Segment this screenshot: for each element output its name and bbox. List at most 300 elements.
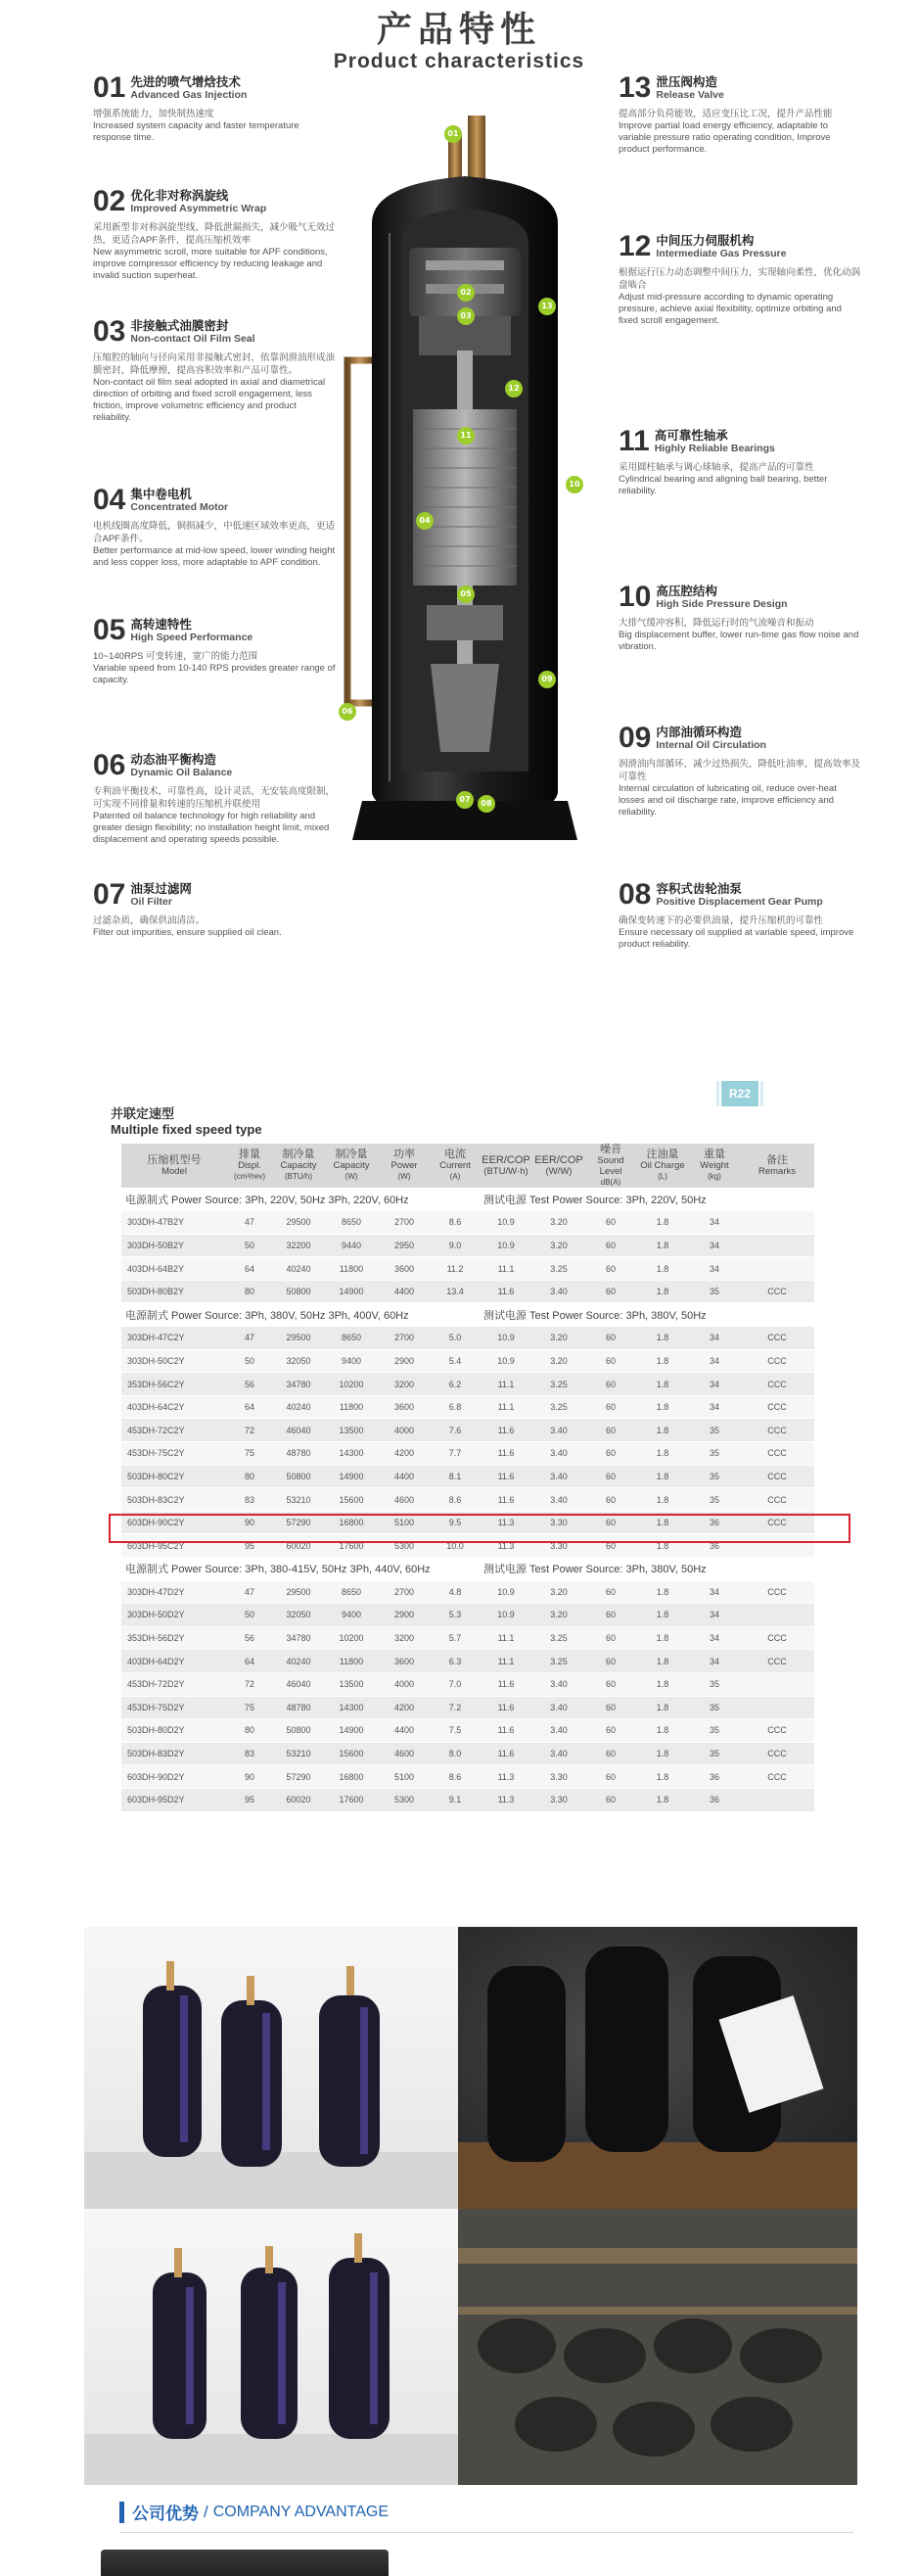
- table-cell: 1.8: [636, 1419, 689, 1442]
- table-cell: 1.8: [636, 1280, 689, 1303]
- column-header: [480, 1144, 532, 1188]
- model-cell: 453DH-75D2Y: [121, 1696, 227, 1719]
- feature-desc-cn: 10~140RPS 可变转速，宽广的能力范围: [93, 651, 258, 662]
- table-cell: 83: [227, 1742, 272, 1765]
- marker: 09: [538, 671, 556, 688]
- marker: 12: [505, 380, 523, 398]
- column-header-unit: (BTU/h): [285, 1172, 312, 1181]
- table-cell: CCC: [740, 1765, 814, 1789]
- table-cell: 11.6: [480, 1719, 532, 1743]
- table-cell: [740, 1696, 814, 1719]
- feature-desc-cn: 确保变转速下的必要供油量，提升压缩机的可靠性: [619, 915, 824, 926]
- table-row: [121, 1349, 814, 1373]
- power-source-row: [121, 1558, 814, 1581]
- table-cell: 1.8: [636, 1511, 689, 1534]
- table-row: [121, 1257, 814, 1281]
- column-header-unit: (L): [658, 1172, 667, 1181]
- table-cell: 64: [227, 1395, 272, 1419]
- column-header-cn: 功率: [393, 1148, 415, 1160]
- column-header-en: Remarks: [757, 1165, 796, 1177]
- feature-title-en: Advanced Gas Injection: [130, 89, 248, 101]
- table-cell: 1.8: [636, 1327, 689, 1350]
- feature-03: [93, 315, 336, 424]
- feature-title-cn: 动态油平衡构造: [130, 753, 216, 767]
- feature-number: 01: [93, 71, 126, 104]
- table-cell: 6.3: [431, 1650, 480, 1673]
- table-cell: [740, 1672, 814, 1696]
- table-cell: 3600: [378, 1650, 431, 1673]
- table-cell: 3.40: [532, 1672, 585, 1696]
- table-cell: 4.8: [431, 1580, 480, 1604]
- table-row: [121, 1580, 814, 1604]
- table-cell: CCC: [740, 1719, 814, 1743]
- table-cell: 1.8: [636, 1696, 689, 1719]
- table-cell: 10.9: [480, 1327, 532, 1350]
- power-source-label: 电源制式 Power Source: 3Ph, 220V, 50Hz 3Ph, 220V, 60Hz: [121, 1188, 480, 1211]
- table-cell: 35: [689, 1442, 740, 1466]
- feature-desc-en: Better performance at mid-low speed, lower winding height and less copper loss, more adaptable to APF condition.: [93, 545, 336, 568]
- table-cell: 13.4: [431, 1280, 480, 1303]
- compressor-cutaway-illustration: [333, 116, 597, 869]
- table-row: [121, 1395, 814, 1419]
- table-cell: 4600: [378, 1742, 431, 1765]
- table-cell: 11.1: [480, 1395, 532, 1419]
- table-cell: 3.25: [532, 1395, 585, 1419]
- table-cell: 50: [227, 1234, 272, 1257]
- column-header: [121, 1144, 227, 1188]
- table-row: [121, 1672, 814, 1696]
- feature-title-en: Internal Oil Circulation: [656, 739, 766, 751]
- column-header-cn: 注油量: [646, 1148, 679, 1160]
- table-row: [121, 1373, 814, 1396]
- table-cell: 7.7: [431, 1442, 480, 1466]
- table-cell: [740, 1788, 814, 1811]
- table-cell: 1.8: [636, 1488, 689, 1512]
- model-cell: 453DH-72D2Y: [121, 1672, 227, 1696]
- table-cell: 95: [227, 1534, 272, 1558]
- table-cell: 60: [585, 1234, 636, 1257]
- table-cell: 15600: [325, 1488, 378, 1512]
- feature-title-cn: 集中卷电机: [130, 488, 192, 501]
- table-cell: 5.4: [431, 1349, 480, 1373]
- table-cell: 32050: [272, 1349, 325, 1373]
- table-cell: 46040: [272, 1419, 325, 1442]
- feature-number: 04: [93, 484, 126, 516]
- table-cell: 60: [585, 1257, 636, 1281]
- feature-number: 05: [93, 614, 126, 646]
- table-cell: 8.0: [431, 1742, 480, 1765]
- feature-title-en: Improved Asymmetric Wrap: [130, 203, 267, 214]
- table-cell: 3.20: [532, 1327, 585, 1350]
- table-cell: 3.40: [532, 1742, 585, 1765]
- power-source-label: 电源制式 Power Source: 3Ph, 380V, 50Hz 3Ph, 400V, 60Hz: [121, 1303, 480, 1327]
- table-cell: 35: [689, 1465, 740, 1488]
- marker: 06: [339, 703, 356, 721]
- table-cell: 35: [689, 1719, 740, 1743]
- power-source-label: 电源制式 Power Source: 3Ph, 380-415V, 50Hz 3Ph, 440V, 60Hz: [121, 1558, 480, 1581]
- table-row: [121, 1442, 814, 1466]
- feature-number: 02: [93, 185, 126, 217]
- feature-title-cn: 非接触式油膜密封: [130, 319, 229, 333]
- table-cell: CCC: [740, 1395, 814, 1419]
- table-cell: 1.8: [636, 1719, 689, 1743]
- table-cell: 35: [689, 1742, 740, 1765]
- table-cell: 11.1: [480, 1257, 532, 1281]
- marker: 04: [416, 512, 434, 530]
- model-cell: 303DH-50B2Y: [121, 1234, 227, 1257]
- model-cell: 403DH-64B2Y: [121, 1257, 227, 1281]
- model-cell: 503DH-80B2Y: [121, 1280, 227, 1303]
- table-cell: 4400: [378, 1719, 431, 1743]
- table-cell: CCC: [740, 1419, 814, 1442]
- column-header-en: Sound Level: [597, 1154, 624, 1177]
- column-header: [585, 1144, 636, 1188]
- heading-accent-bar: [119, 2502, 124, 2523]
- column-header: [378, 1144, 431, 1188]
- feature-13: [619, 71, 861, 156]
- table-cell: 3.30: [532, 1511, 585, 1534]
- table-cell: 4400: [378, 1465, 431, 1488]
- table-cell: 1.8: [636, 1604, 689, 1627]
- test-power-source-label: 测试电源 Test Power Source: 3Ph, 380V, 50Hz: [480, 1303, 814, 1327]
- table-cell: 11800: [325, 1257, 378, 1281]
- advantage-separator: /: [204, 2502, 208, 2521]
- table-cell: 60: [585, 1327, 636, 1350]
- table-cell: 56: [227, 1626, 272, 1650]
- table-cell: 6.2: [431, 1373, 480, 1396]
- table-cell: 2900: [378, 1604, 431, 1627]
- table-cell: 60: [585, 1442, 636, 1466]
- table-cell: 5.0: [431, 1327, 480, 1350]
- table-cell: 90: [227, 1765, 272, 1789]
- table-cell: 60: [585, 1765, 636, 1789]
- model-cell: 503DH-80C2Y: [121, 1465, 227, 1488]
- table-cell: 34780: [272, 1373, 325, 1396]
- table-cell: 5.7: [431, 1626, 480, 1650]
- table-cell: 1.8: [636, 1211, 689, 1235]
- highlighted-row-outline: [109, 1514, 850, 1543]
- column-header-en: Oil Charge: [640, 1160, 685, 1171]
- power-source-row: [121, 1188, 814, 1211]
- feature-06: [93, 749, 336, 846]
- table-cell: 6.8: [431, 1395, 480, 1419]
- table-cell: 8.6: [431, 1488, 480, 1512]
- table-cell: 60: [585, 1349, 636, 1373]
- table-cell: 3.40: [532, 1696, 585, 1719]
- table-cell: 34: [689, 1373, 740, 1396]
- feature-number: 08: [619, 878, 652, 911]
- column-header-cn: 电流: [444, 1148, 466, 1160]
- table-cell: 1.8: [636, 1442, 689, 1466]
- table-cell: 32200: [272, 1234, 325, 1257]
- table-cell: 1.8: [636, 1650, 689, 1673]
- feature-title-cn: 油泵过滤网: [130, 882, 192, 896]
- feature-01: [93, 71, 336, 144]
- model-cell: 603DH-90D2Y: [121, 1765, 227, 1789]
- model-cell: 303DH-47B2Y: [121, 1211, 227, 1235]
- table-cell: 36: [689, 1765, 740, 1789]
- column-header-cn: EER/COP: [534, 1153, 583, 1166]
- feature-desc-en: New asymmetric scroll, more suitable for APF conditions, improve compressor efficiency by reducing leakage and invalid suction superheat.: [93, 247, 328, 281]
- feature-09: [619, 722, 861, 819]
- lower-bearing: [427, 605, 503, 640]
- feature-08: [619, 878, 861, 951]
- table-cell: 64: [227, 1257, 272, 1281]
- table-cell: 80: [227, 1465, 272, 1488]
- feature-title-cn: 泄压阀构造: [656, 75, 717, 89]
- table-cell: 35: [689, 1280, 740, 1303]
- column-header-unit: (cm³/rev): [234, 1172, 265, 1181]
- advantage-image: [101, 2550, 389, 2576]
- feature-number: 06: [93, 749, 126, 781]
- feature-title-cn: 容积式齿轮油泵: [656, 882, 742, 896]
- table-cell: 34: [689, 1580, 740, 1604]
- compressor-photo-drawing: [84, 1927, 458, 2209]
- marker: 10: [566, 476, 583, 493]
- table-cell: 11.1: [480, 1373, 532, 1396]
- table-cell: 9.5: [431, 1511, 480, 1534]
- feature-desc-cn: 采用新型非对称涡旋型线，降低泄漏损失，减少吸气无效过热，更适合APF条件，提高压缩机效率: [93, 222, 336, 246]
- table-cell: 11.3: [480, 1534, 532, 1558]
- feature-10: [619, 581, 861, 653]
- feature-02: [93, 185, 336, 282]
- feature-number: 07: [93, 878, 126, 911]
- column-header-cn: 噪音: [600, 1143, 621, 1155]
- marker: 08: [478, 795, 495, 813]
- table-cell: 11.2: [431, 1257, 480, 1281]
- table-cell: 3.30: [532, 1534, 585, 1558]
- table-cell: 3.30: [532, 1765, 585, 1789]
- table-cell: 34: [689, 1604, 740, 1627]
- marker: 11: [457, 427, 475, 445]
- table-cell: 1.8: [636, 1349, 689, 1373]
- table-title: [111, 1106, 262, 1138]
- table-cell: 75: [227, 1442, 272, 1466]
- table-cell: 11.6: [480, 1696, 532, 1719]
- table-cell: 10200: [325, 1626, 378, 1650]
- table-cell: 4600: [378, 1488, 431, 1512]
- table-cell: 60: [585, 1604, 636, 1627]
- table-cell: 3.20: [532, 1211, 585, 1235]
- table-cell: 60: [585, 1395, 636, 1419]
- column-header-en: Weight: [700, 1160, 729, 1171]
- column-header-en: Capacity: [280, 1160, 317, 1171]
- table-cell: 2900: [378, 1349, 431, 1373]
- table-cell: 35: [689, 1488, 740, 1512]
- table-cell: 34: [689, 1626, 740, 1650]
- model-cell: 453DH-72C2Y: [121, 1419, 227, 1442]
- table-cell: 17600: [325, 1534, 378, 1558]
- table-cell: 11.6: [480, 1488, 532, 1512]
- feature-title-en: Oil Filter: [130, 896, 172, 908]
- table-cell: 48780: [272, 1696, 325, 1719]
- table-cell: 9400: [325, 1349, 378, 1373]
- table-cell: 7.0: [431, 1672, 480, 1696]
- table-cell: 34780: [272, 1626, 325, 1650]
- table-cell: 11.6: [480, 1419, 532, 1442]
- table-cell: 11800: [325, 1395, 378, 1419]
- table-cell: 11.1: [480, 1650, 532, 1673]
- model-cell: 503DH-80D2Y: [121, 1719, 227, 1743]
- table-cell: 47: [227, 1580, 272, 1604]
- table-cell: 14900: [325, 1465, 378, 1488]
- feature-number: 12: [619, 230, 652, 262]
- model-cell: 503DH-83C2Y: [121, 1488, 227, 1512]
- table-cell: 7.2: [431, 1696, 480, 1719]
- table-cell: 3.25: [532, 1626, 585, 1650]
- table-cell: 60: [585, 1650, 636, 1673]
- table-cell: 3.40: [532, 1280, 585, 1303]
- table-cell: 1.8: [636, 1672, 689, 1696]
- table-cell: 3.40: [532, 1488, 585, 1512]
- table-cell: 60: [585, 1280, 636, 1303]
- marker: 05: [457, 585, 475, 603]
- feature-desc-cn: 压缩腔的轴向与径向采用非接触式密封，依靠润滑油形成油膜密封，降低摩擦，提高容积效率和产品可靠性。: [93, 352, 336, 376]
- table-cell: 4400: [378, 1280, 431, 1303]
- feature-number: 09: [619, 722, 652, 754]
- table-row: [121, 1327, 814, 1350]
- table-row: [121, 1280, 814, 1303]
- table-cell: 60: [585, 1211, 636, 1235]
- table-cell: 60: [585, 1742, 636, 1765]
- table-cell: 29500: [272, 1580, 325, 1604]
- table-cell: 11.6: [480, 1672, 532, 1696]
- model-cell: 503DH-83D2Y: [121, 1742, 227, 1765]
- table-cell: 11.3: [480, 1788, 532, 1811]
- table-cell: 1.8: [636, 1626, 689, 1650]
- table-cell: 34: [689, 1395, 740, 1419]
- table-cell: 2700: [378, 1580, 431, 1604]
- table-cell: 11.6: [480, 1442, 532, 1466]
- company-advantage-heading: [119, 2500, 389, 2524]
- table-cell: 8.1: [431, 1465, 480, 1488]
- table-cell: 3200: [378, 1373, 431, 1396]
- table-cell: [740, 1604, 814, 1627]
- table-cell: 14900: [325, 1719, 378, 1743]
- table-cell: CCC: [740, 1327, 814, 1350]
- table-cell: CCC: [740, 1442, 814, 1466]
- column-header-en: Capacity: [333, 1160, 370, 1171]
- table-cell: 10.9: [480, 1211, 532, 1235]
- table-cell: 34: [689, 1349, 740, 1373]
- table-cell: 50: [227, 1349, 272, 1373]
- table-cell: 3.25: [532, 1650, 585, 1673]
- table-cell: 4000: [378, 1419, 431, 1442]
- product-photo-3: [84, 2209, 458, 2485]
- feature-title-en: Positive Displacement Gear Pump: [656, 896, 823, 908]
- column-header-en: Power: [390, 1160, 418, 1171]
- table-cell: 1.8: [636, 1765, 689, 1789]
- table-cell: 5100: [378, 1765, 431, 1789]
- table-cell: 5100: [378, 1511, 431, 1534]
- table-cell: 34: [689, 1650, 740, 1673]
- table-cell: 3200: [378, 1626, 431, 1650]
- scroll-section: [409, 248, 521, 316]
- test-power-source-label: 测试电源 Test Power Source: 3Ph, 380V, 50Hz: [480, 1558, 814, 1581]
- table-cell: 8.6: [431, 1211, 480, 1235]
- table-cell: 11.6: [480, 1465, 532, 1488]
- table-cell: 40240: [272, 1395, 325, 1419]
- table-cell: 57290: [272, 1765, 325, 1789]
- feature-desc-cn: 提高部分负荷能效，适应变压比工况，提升产品性能: [619, 109, 833, 119]
- feature-desc-en: Internal circulation of lubricating oil, reduce over-heat losses and oil discharge rate, improve efficiency and reliability.: [619, 783, 837, 818]
- table-row: [121, 1465, 814, 1488]
- table-cell: 10200: [325, 1373, 378, 1396]
- marker: 07: [456, 791, 474, 809]
- table-cell: 3.30: [532, 1788, 585, 1811]
- table-cell: 2700: [378, 1211, 431, 1235]
- feature-title-en: Highly Reliable Bearings: [654, 443, 775, 454]
- table-cell: CCC: [740, 1626, 814, 1650]
- table-cell: 5300: [378, 1534, 431, 1558]
- table-cell: 60: [585, 1488, 636, 1512]
- spec-table: [121, 1144, 814, 1812]
- table-cell: 35: [689, 1672, 740, 1696]
- table-cell: 17600: [325, 1788, 378, 1811]
- table-cell: 72: [227, 1672, 272, 1696]
- column-header-unit: (A): [449, 1172, 461, 1181]
- table-cell: 14300: [325, 1442, 378, 1466]
- column-header-cn: EER/COP: [482, 1153, 530, 1166]
- table-title-en: Multiple fixed speed type: [111, 1122, 262, 1137]
- feature-title-cn: 中间压力伺服机构: [656, 234, 755, 248]
- compressor-drawing: [333, 116, 597, 869]
- column-header-unit: (W): [344, 1172, 358, 1181]
- table-cell: 60: [585, 1465, 636, 1488]
- table-cell: 1.8: [636, 1395, 689, 1419]
- product-photo-4: [458, 2209, 857, 2485]
- feature-07: [93, 878, 336, 939]
- table-cell: 95: [227, 1788, 272, 1811]
- table-row: [121, 1488, 814, 1512]
- table-cell: 10.9: [480, 1604, 532, 1627]
- table-cell: 60: [585, 1511, 636, 1534]
- table-cell: 3.40: [532, 1465, 585, 1488]
- feature-desc-en: Cylindrical bearing and aligning ball bearing, better reliability.: [619, 474, 828, 496]
- feature-desc-cn: 增强系统能力，加快制热速度: [93, 109, 214, 119]
- table-row: [121, 1742, 814, 1765]
- table-row: [121, 1604, 814, 1627]
- table-cell: 83: [227, 1488, 272, 1512]
- table-cell: 50800: [272, 1280, 325, 1303]
- feature-title-en: Non-contact Oil Film Seal: [130, 333, 255, 345]
- table-cell: 8650: [325, 1211, 378, 1235]
- table-cell: CCC: [740, 1373, 814, 1396]
- table-cell: 3.20: [532, 1580, 585, 1604]
- table-cell: 60: [585, 1580, 636, 1604]
- table-cell: 72: [227, 1419, 272, 1442]
- model-cell: 303DH-50C2Y: [121, 1349, 227, 1373]
- feature-number: 03: [93, 315, 126, 348]
- column-header: [689, 1144, 740, 1188]
- table-cell: 8650: [325, 1327, 378, 1350]
- table-cell: [740, 1257, 814, 1281]
- table-cell: 9400: [325, 1604, 378, 1627]
- table-cell: CCC: [740, 1465, 814, 1488]
- table-cell: 2700: [378, 1327, 431, 1350]
- feature-title-cn: 先进的喷气增焓技术: [130, 75, 241, 89]
- table-title-cn: 并联定速型: [111, 1106, 175, 1121]
- table-cell: 1.8: [636, 1580, 689, 1604]
- table-cell: 80: [227, 1280, 272, 1303]
- column-header-unit: dB(A): [600, 1177, 621, 1187]
- feature-title-cn: 高转速特性: [130, 618, 192, 632]
- feature-desc-cn: 大排气缓冲容积，降低运行时的气流噪音和振动: [619, 618, 814, 629]
- section-title-en: Product characteristics: [333, 50, 585, 72]
- table-cell: 11.3: [480, 1511, 532, 1534]
- feature-desc-en: Increased system capacity and faster temperature response time.: [93, 120, 299, 143]
- model-cell: 603DH-95C2Y: [121, 1534, 227, 1558]
